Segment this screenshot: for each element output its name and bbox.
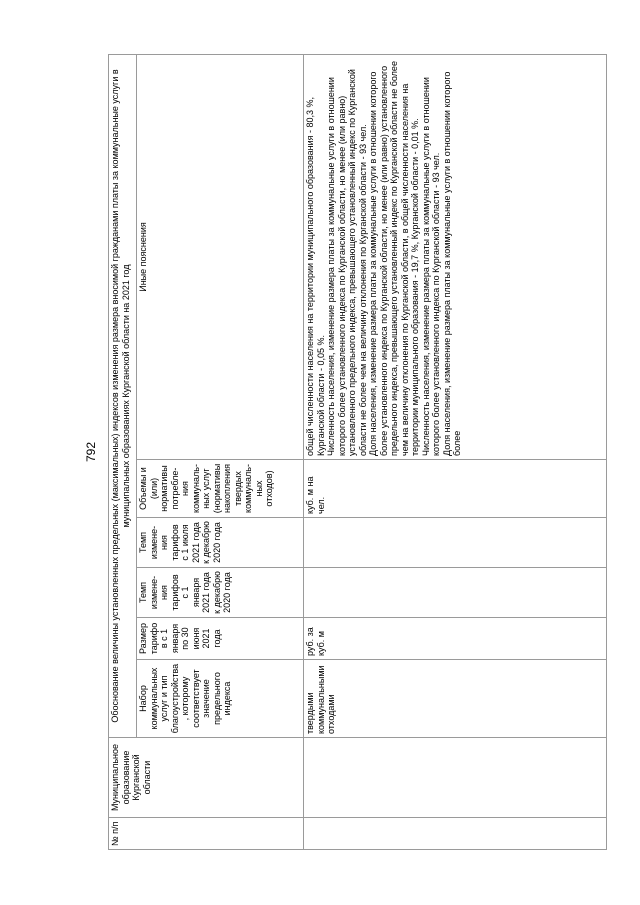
header-number: № п/п (109, 818, 304, 850)
cell-tariff: руб. за куб. м (304, 618, 607, 660)
rotated-page (108, 55, 608, 850)
note-paragraph: общей численности населения на территории муниципального образования - 80,3 %, Курганской области - 0,05 %. (305, 96, 326, 456)
cell-services: твердыми коммунальными отходами (304, 660, 607, 738)
table-row (304, 55, 607, 850)
header-tariff: Размер тарифов с 1 января по 30 июня 2021 года (137, 618, 304, 660)
note-paragraph: Численность населения, изменение размера платы за коммунальные услуги в отношении которого более установленного индекса по Курганской области - 93 чел. (420, 77, 441, 456)
cell-change-jul (304, 518, 607, 568)
justification-table (108, 54, 607, 850)
note-paragraph: Численность населения, изменение размера платы за коммунальные услуги в отношении которого более установленного индекса по Курганской области, но менее (или равно) установленного предельного индекса, превышающего установленный индекс по Курганской области не более чем на величину отклонения по Курганской области - 93 чел. (326, 69, 368, 456)
cell-number (304, 818, 607, 850)
header-notes: Иные пояснения (137, 55, 304, 460)
note-paragraph: Доля населения, изменение размера платы за коммунальные услуги в отношении которого более установленного индекса по Курганской области, но менее (или равно) установленного предельного индекса, превышающего установленный индекс по Курганской области не более чем на величину отклонения по Курганской области, в общей численности населения на территории муниципального образования - 19,7 %, Курганской области - 0,01 %. (368, 61, 420, 456)
cell-municipality (304, 738, 607, 818)
header-volumes: Объемы и (или) нормативы потребле-ния коммуналь-ных услуг (нормативы накопления твердых коммуналь-ных отходов) (137, 460, 304, 518)
header-change-jan: Темп измене-ния тарифов с 1 января 2021 года к декабрю 2020 года (137, 568, 304, 618)
header-change-jul: Темп измене-ния тарифов с 1 июля 2021 года к декабрю 2020 года (137, 518, 304, 568)
page-number: 792 (84, 441, 98, 463)
cell-notes (304, 55, 607, 460)
cell-change-jan (304, 568, 607, 618)
header-group-title: Обоснование величины установленных предельных (максимальных) индексов изменения размера вносимой гражданами платы за коммунальные услуги в муниципальных образованиях Курганской области на 2021 год (109, 55, 137, 738)
header-services: Набор коммунальных услуг и тип благоустройства, которому соответствует значение предельного индекса (137, 660, 304, 738)
header-municipality: Муниципальное образование Курганской области (109, 738, 304, 818)
cell-volumes: куб. м на чел. (304, 460, 607, 518)
note-paragraph: Доля населения, изменение размера платы за коммунальные услуги в отношении которого более (441, 71, 462, 456)
